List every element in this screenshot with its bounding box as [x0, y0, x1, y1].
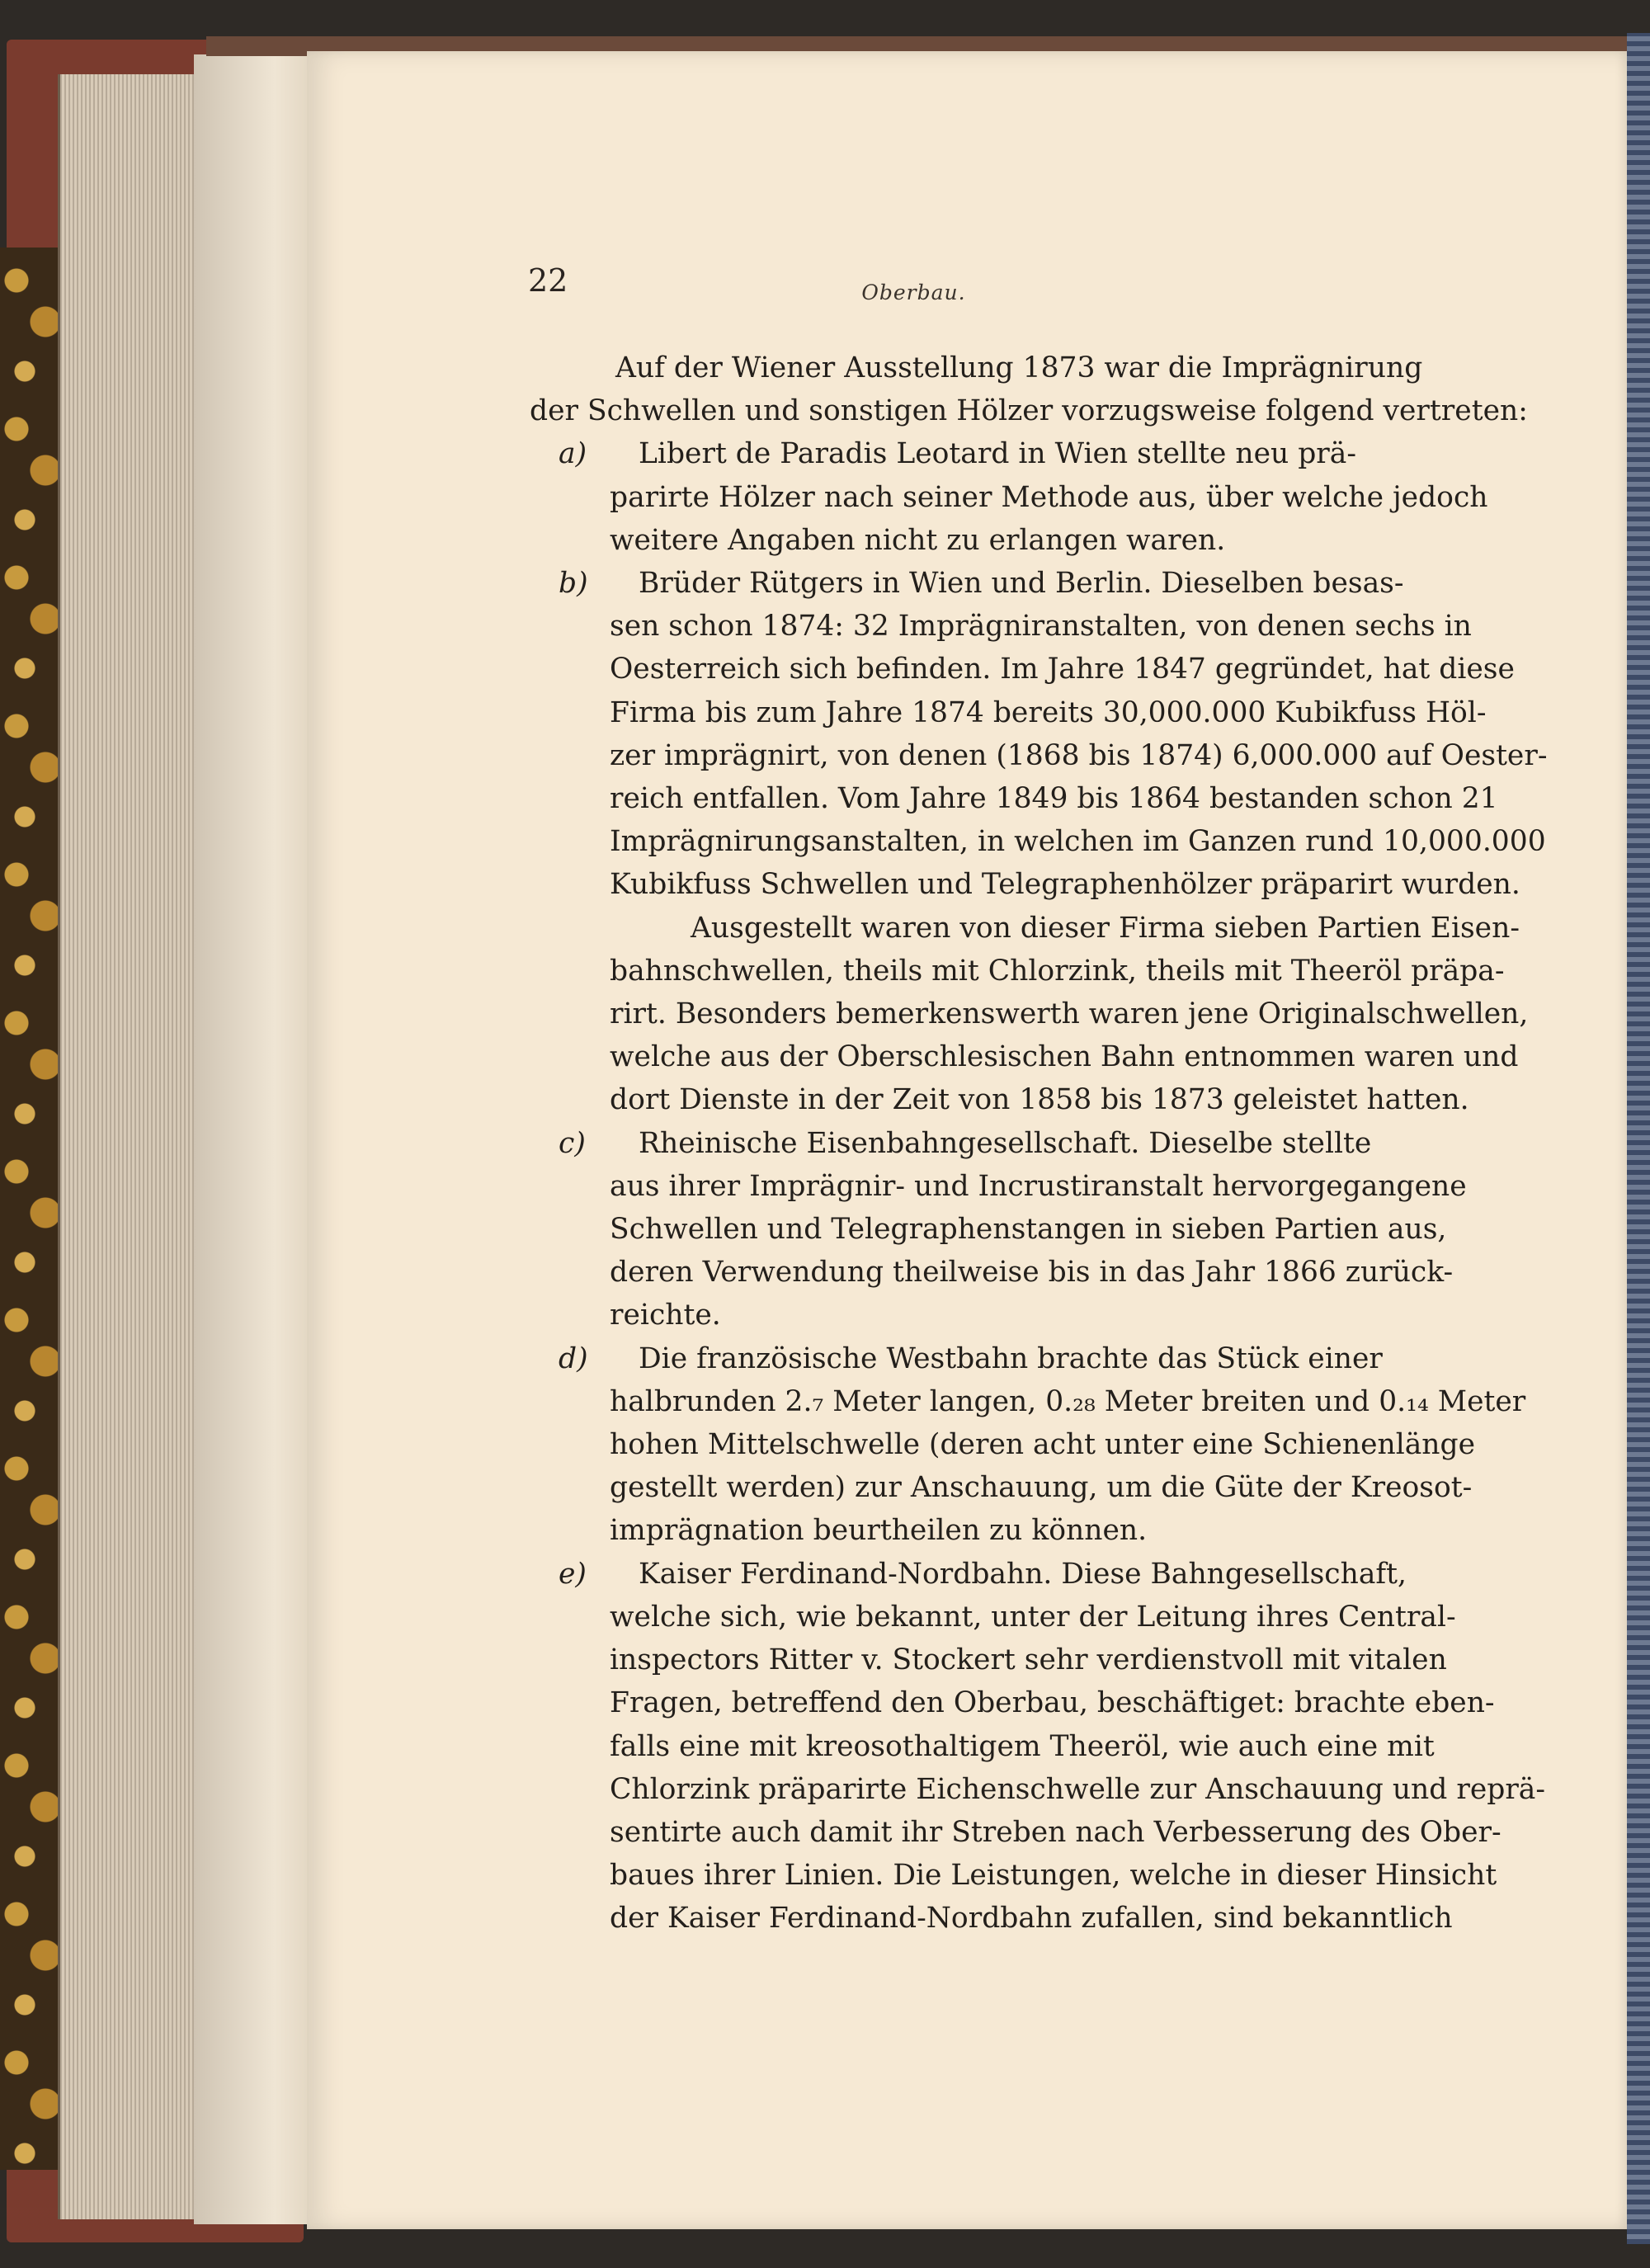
text-line: dort Dienste in der Zeit von 1858 bis 1873 geleistet hatten. [610, 1083, 1469, 1117]
text-line: Libert de Paradis Leotard in Wien stellte neu prä- [639, 437, 1357, 471]
text-line: imprägnation beurtheilen zu können. [610, 1514, 1148, 1548]
text-line: weitere Angaben nicht zu erlangen waren. [610, 523, 1226, 557]
text-line: baues ihrer Linien. Die Leistungen, welche in dieser Hinsicht [610, 1859, 1497, 1893]
text-line: Fragen, betreffend den Oberbau, beschäftiget: brachte eben- [610, 1686, 1495, 1720]
text-line: reichte. [610, 1299, 721, 1332]
text-line: reich entfallen. Vom Jahre 1849 bis 1864 bestanden schon 21 [610, 782, 1498, 816]
list-item-e [530, 1553, 1546, 1940]
text-line: Imprägnirungsanstalten, in welchen im Ganzen rund 10,000.000 [610, 825, 1546, 859]
text-line: aus ihrer Imprägnir- und Incrustiranstalt hervorgegangene [610, 1169, 1467, 1203]
item-label: c) [559, 1126, 586, 1160]
text-line: Schwellen und Telegraphenstangen in sieben Partien aus, [610, 1213, 1447, 1247]
text-line: inspectors Ritter v. Stockert sehr verdienstvoll mit vitalen [610, 1643, 1447, 1677]
text-line: falls eine mit kreosothaltigem Theeröl, wie auch eine mit [610, 1729, 1435, 1763]
page-edges [58, 74, 200, 2219]
text-line: Kubikfuss Schwellen und Telegraphenhölzer präparirt wurden. [610, 868, 1520, 902]
list-item-d [530, 1337, 1526, 1553]
text-line: Oesterreich sich befinden. Im Jahre 1847 gegründet, hat diese [610, 653, 1515, 686]
list-item-b [530, 562, 1548, 1122]
body-text [530, 347, 1548, 1940]
list-item-c [530, 1122, 1513, 1337]
text-line: hohen Mittelschwelle (deren acht unter eine Schienenlänge [610, 1428, 1476, 1462]
text-line: sen schon 1874: 32 Imprägniranstalten, von denen sechs in [610, 610, 1472, 644]
text-line: Chlorzink präparirte Eichenschwelle zur Anschauung und reprä- [610, 1772, 1546, 1806]
text-line: bahnschwellen, theils mit Chlorzink, theils mit Theeröl präpa- [610, 954, 1505, 988]
item-label: b) [559, 567, 588, 601]
page-number: 22 [528, 262, 568, 299]
text-line: parirte Hölzer nach seiner Methode aus, über welche jedoch [610, 480, 1488, 514]
text-line: sentirte auch damit ihr Streben nach Verbesserung des Ober- [610, 1815, 1502, 1849]
text-line: der Kaiser Ferdinand-Nordbahn zufallen, sind bekanntlich [610, 1902, 1453, 1936]
text-line: Rheinische Eisenbahngesellschaft. Dieselbe stellte [639, 1126, 1372, 1160]
text-line: Brüder Rütgers in Wien und Berlin. Dieselben besas- [639, 567, 1404, 601]
text-line: welche aus der Oberschlesischen Bahn entnommen waren und [610, 1040, 1519, 1074]
text-line: Die französische Westbahn brachte das Stück einer [639, 1341, 1383, 1375]
right-binding-strip [1627, 33, 1650, 2244]
text-line: Kaiser Ferdinand-Nordbahn. Diese Bahngesellschaft, [639, 1557, 1407, 1591]
text-line: gestellt werden) zur Anschauung, um die Güte der Kreosot- [610, 1471, 1473, 1505]
text-line: rirt. Besonders bemerkenswerth waren jene Originalschwellen, [610, 997, 1529, 1031]
item-label: e) [559, 1557, 587, 1591]
text-line: zer imprägnirt, von denen (1868 bis 1874) 6,000.000 auf Oester- [610, 738, 1548, 772]
text-line: Firma bis zum Jahre 1874 bereits 30,000.000 Kubikfuss Höl- [610, 695, 1487, 729]
running-head: Oberbau. [861, 281, 966, 304]
text-line: deren Verwendung theilweise bis in das Jahr 1866 zurück- [610, 1256, 1454, 1290]
text-line: halbrunden 2.₇ Meter langen, 0.₂₈ Meter breiten und 0.₁₄ Meter [610, 1384, 1526, 1418]
text-line: welche sich, wie bekannt, unter der Leitung ihres Central- [610, 1600, 1456, 1634]
list-item-a [530, 432, 1513, 562]
text-line: Auf der Wiener Ausstellung 1873 war die Imprägnirung [615, 351, 1423, 384]
item-label: a) [559, 437, 587, 471]
text-line: der Schwellen und sonstigen Hölzer vorzugsweise folgend vertreten: [530, 394, 1528, 428]
marbled-cover-edge [0, 248, 64, 2170]
text-line: Ausgestellt waren von dieser Firma sieben Partien Eisen- [691, 911, 1520, 945]
page-gutter [194, 54, 309, 2224]
item-label: d) [559, 1341, 588, 1375]
